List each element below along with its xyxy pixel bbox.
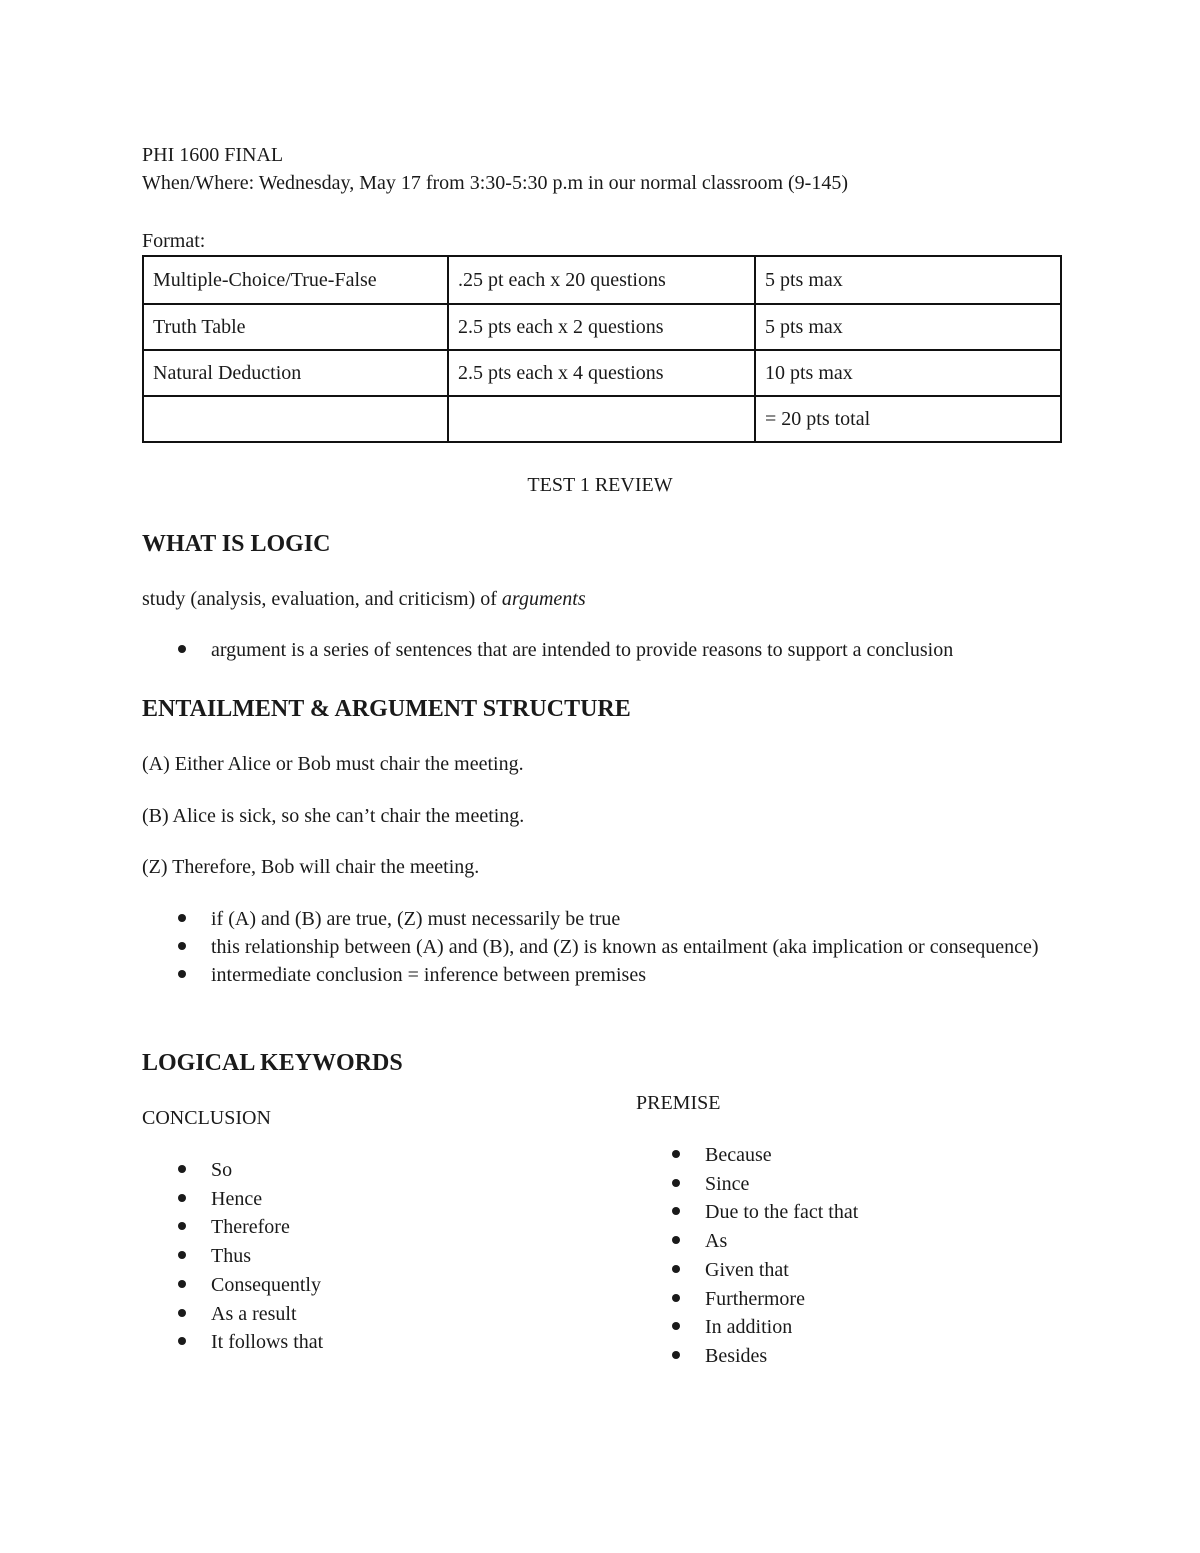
table-row bbox=[143, 350, 1061, 396]
bullet-icon bbox=[672, 1294, 680, 1302]
list-item bbox=[636, 1342, 858, 1371]
bullet-icon bbox=[178, 1165, 186, 1173]
premise-b: (B) Alice is sick, so she can’t chair the meeting. bbox=[142, 805, 525, 827]
list-item-text: if (A) and (B) are true, (Z) must necessarily be true bbox=[211, 908, 621, 930]
bullet-icon bbox=[178, 1194, 186, 1202]
logic-definition bbox=[142, 587, 586, 611]
list-item bbox=[636, 1256, 858, 1285]
list-item bbox=[142, 1328, 323, 1357]
list-item bbox=[142, 1185, 323, 1214]
list-item bbox=[142, 905, 1011, 933]
bullet-icon bbox=[672, 1322, 680, 1330]
list-item-text: It follows that bbox=[211, 1331, 324, 1354]
bullet-icon bbox=[672, 1351, 680, 1359]
bullet-icon bbox=[178, 1309, 186, 1317]
bullet-icon bbox=[672, 1236, 680, 1244]
list-item-text: Due to the fact that bbox=[705, 1201, 859, 1224]
bullet-icon bbox=[672, 1265, 680, 1273]
when-where-line: When/Where: Wednesday, May 17 from 3:30-5:30 p.m in our normal classroom (9-145) bbox=[142, 172, 848, 194]
list-item bbox=[142, 636, 953, 664]
premise-column-label: PREMISE bbox=[636, 1092, 721, 1114]
list-item-text: In addition bbox=[705, 1316, 793, 1339]
premise-keyword-list bbox=[636, 1141, 858, 1371]
list-item bbox=[636, 1198, 858, 1227]
bullet-icon bbox=[178, 970, 186, 978]
premise-a: (A) Either Alice or Bob must chair the meeting. bbox=[142, 753, 524, 775]
list-item bbox=[142, 1242, 323, 1271]
section-heading-entailment: ENTAILMENT & ARGUMENT STRUCTURE bbox=[142, 696, 631, 722]
doc-title: PHI 1600 FINAL bbox=[142, 144, 284, 166]
table-row bbox=[143, 396, 1061, 442]
review-title: TEST 1 REVIEW bbox=[527, 474, 673, 496]
list-item-text: Therefore bbox=[211, 1216, 290, 1239]
table-cell: 2.5 pts each x 2 questions bbox=[448, 304, 755, 350]
list-item bbox=[142, 1300, 323, 1329]
list-item-text: Furthermore bbox=[705, 1287, 805, 1310]
bullet-icon bbox=[178, 645, 186, 653]
format-label: Format: bbox=[142, 230, 206, 252]
bullet-icon bbox=[178, 1280, 186, 1288]
table-cell: 2.5 pts each x 4 questions bbox=[448, 350, 755, 396]
section-heading-what-is-logic: WHAT IS LOGIC bbox=[142, 531, 331, 557]
bullet-icon bbox=[672, 1179, 680, 1187]
conclusion-keyword-list bbox=[142, 1156, 323, 1357]
section-heading-logical-keywords: LOGICAL KEYWORDS bbox=[142, 1050, 403, 1076]
list-item-text: Since bbox=[705, 1172, 750, 1195]
logic-definition-emphasis: arguments bbox=[501, 588, 586, 610]
table-cell: 10 pts max bbox=[755, 350, 1061, 396]
logic-definition-text: study (analysis, evaluation, and criticism) of bbox=[142, 588, 502, 610]
bullet-icon bbox=[672, 1150, 680, 1158]
list-item bbox=[142, 1213, 323, 1242]
bullet-icon bbox=[178, 1337, 186, 1345]
list-item bbox=[636, 1227, 858, 1256]
list-item-text: Because bbox=[705, 1144, 772, 1166]
conclusion-column-label: CONCLUSION bbox=[142, 1107, 271, 1129]
bullet-icon bbox=[178, 1222, 186, 1230]
list-item bbox=[636, 1313, 858, 1342]
table-row bbox=[143, 256, 1061, 304]
table-cell: .25 pt each x 20 questions bbox=[448, 256, 755, 304]
list-item bbox=[142, 1271, 323, 1300]
list-item-text: argument is a series of sentences that are intended to provide reasons to support a conclusion bbox=[211, 639, 954, 661]
list-item-text: Thus bbox=[211, 1245, 251, 1268]
bullet-icon bbox=[178, 1251, 186, 1259]
table-cell: Truth Table bbox=[143, 304, 448, 350]
list-item-text: Given that bbox=[705, 1258, 789, 1281]
list-item-text: As bbox=[705, 1230, 728, 1253]
bullet-icon bbox=[178, 914, 186, 922]
table-cell: Multiple-Choice/True-False bbox=[143, 256, 448, 304]
list-item-text: As a result bbox=[211, 1302, 297, 1325]
table-cell: 5 pts max bbox=[755, 256, 1061, 304]
conclusion-z: (Z) Therefore, Bob will chair the meeting. bbox=[142, 856, 480, 878]
format-table bbox=[142, 255, 1062, 443]
list-item-text: So bbox=[211, 1159, 233, 1181]
bullet-icon bbox=[178, 942, 186, 950]
list-item-text: Besides bbox=[705, 1344, 768, 1367]
list-item-text: Consequently bbox=[211, 1273, 321, 1296]
list-item bbox=[142, 961, 1011, 989]
table-cell: 5 pts max bbox=[755, 304, 1061, 350]
list-item bbox=[636, 1170, 858, 1199]
bullet-icon bbox=[672, 1207, 680, 1215]
list-item bbox=[142, 1156, 323, 1185]
table-cell: Natural Deduction bbox=[143, 350, 448, 396]
list-item-text: this relationship between (A) and (B), and (Z) is known as entailment (aka implication or consequence) bbox=[211, 936, 1039, 958]
table-cell: = 20 pts total bbox=[755, 396, 1061, 442]
logic-bullet-list bbox=[142, 636, 953, 664]
list-item bbox=[142, 933, 1039, 961]
list-item bbox=[636, 1285, 858, 1314]
table-row bbox=[143, 304, 1061, 350]
entailment-bullet-list bbox=[142, 905, 1039, 989]
table-cell bbox=[143, 396, 448, 442]
list-item-text: Hence bbox=[211, 1187, 263, 1210]
list-item-text: intermediate conclusion = inference between premises bbox=[211, 964, 646, 986]
table-cell bbox=[448, 396, 755, 442]
list-item bbox=[636, 1141, 858, 1170]
